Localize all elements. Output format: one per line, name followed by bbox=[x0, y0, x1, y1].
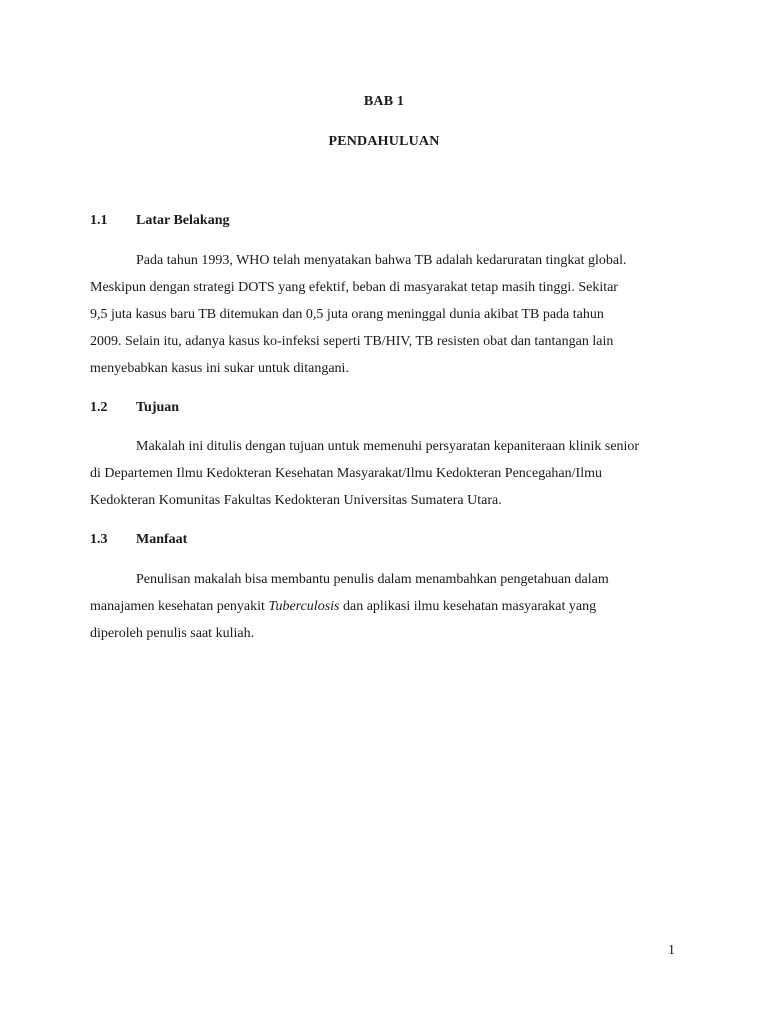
paragraph-line bbox=[90, 593, 672, 620]
line-text: manajamen kesehatan penyakit bbox=[90, 599, 269, 614]
paragraph-line: Meskipun dengan strategi DOTS yang efektif, beban di masyarakat tetap masih tinggi. Sekitar bbox=[90, 280, 618, 295]
section-title: Tujuan bbox=[136, 400, 180, 415]
paragraph-line: Makalah ini ditulis dengan tujuan untuk memenuhi persyaratan kepaniteraan klinik senior bbox=[136, 439, 640, 454]
paragraph-line: 2009. Selain itu, adanya kasus ko-infeksi seperti TB/HIV, TB resisten obat dan tantangan lain bbox=[90, 334, 614, 349]
section-number: 1.1 bbox=[90, 213, 108, 228]
paragraph-line: menyebabkan kasus ini sukar untuk ditangani. bbox=[90, 361, 349, 376]
paragraph-manfaat bbox=[90, 566, 672, 647]
paragraph-line: 9,5 juta kasus baru TB ditemukan dan 0,5 juta orang meninggal dunia akibat TB pada tahun bbox=[90, 307, 604, 322]
italic-term: Tuberculosis bbox=[268, 599, 340, 614]
paragraph-tujuan bbox=[90, 433, 672, 514]
section-title: Manfaat bbox=[136, 532, 188, 547]
chapter-number: BAB 1 bbox=[363, 94, 405, 109]
section-heading-tujuan bbox=[90, 400, 179, 416]
paragraph-line: diperoleh penulis saat kuliah. bbox=[90, 626, 255, 641]
section-heading-manfaat bbox=[90, 532, 187, 548]
paragraph-line: di Departemen Ilmu Kedokteran Kesehatan Masyarakat/Ilmu Kedokteran Pencegahan/Ilmu bbox=[90, 466, 602, 481]
paragraph-line: Kedokteran Komunitas Fakultas Kedokteran Universitas Sumatera Utara. bbox=[90, 493, 502, 508]
paragraph-line: Pada tahun 1993, WHO telah menyatakan bahwa TB adalah kedaruratan tingkat global. bbox=[136, 253, 627, 268]
section-number: 1.3 bbox=[90, 532, 108, 547]
line-text: dan aplikasi ilmu kesehatan masyarakat yang bbox=[339, 599, 597, 614]
chapter-title: PENDAHULUAN bbox=[328, 134, 440, 149]
section-title: Latar Belakang bbox=[136, 213, 230, 228]
section-number: 1.2 bbox=[90, 400, 108, 415]
paragraph-line: Penulisan makalah bisa membantu penulis dalam menambahkan pengetahuan dalam bbox=[136, 572, 609, 587]
page-number: 1 bbox=[668, 943, 675, 958]
paragraph-latar-belakang bbox=[90, 247, 672, 382]
section-heading-latar-belakang bbox=[90, 213, 229, 229]
